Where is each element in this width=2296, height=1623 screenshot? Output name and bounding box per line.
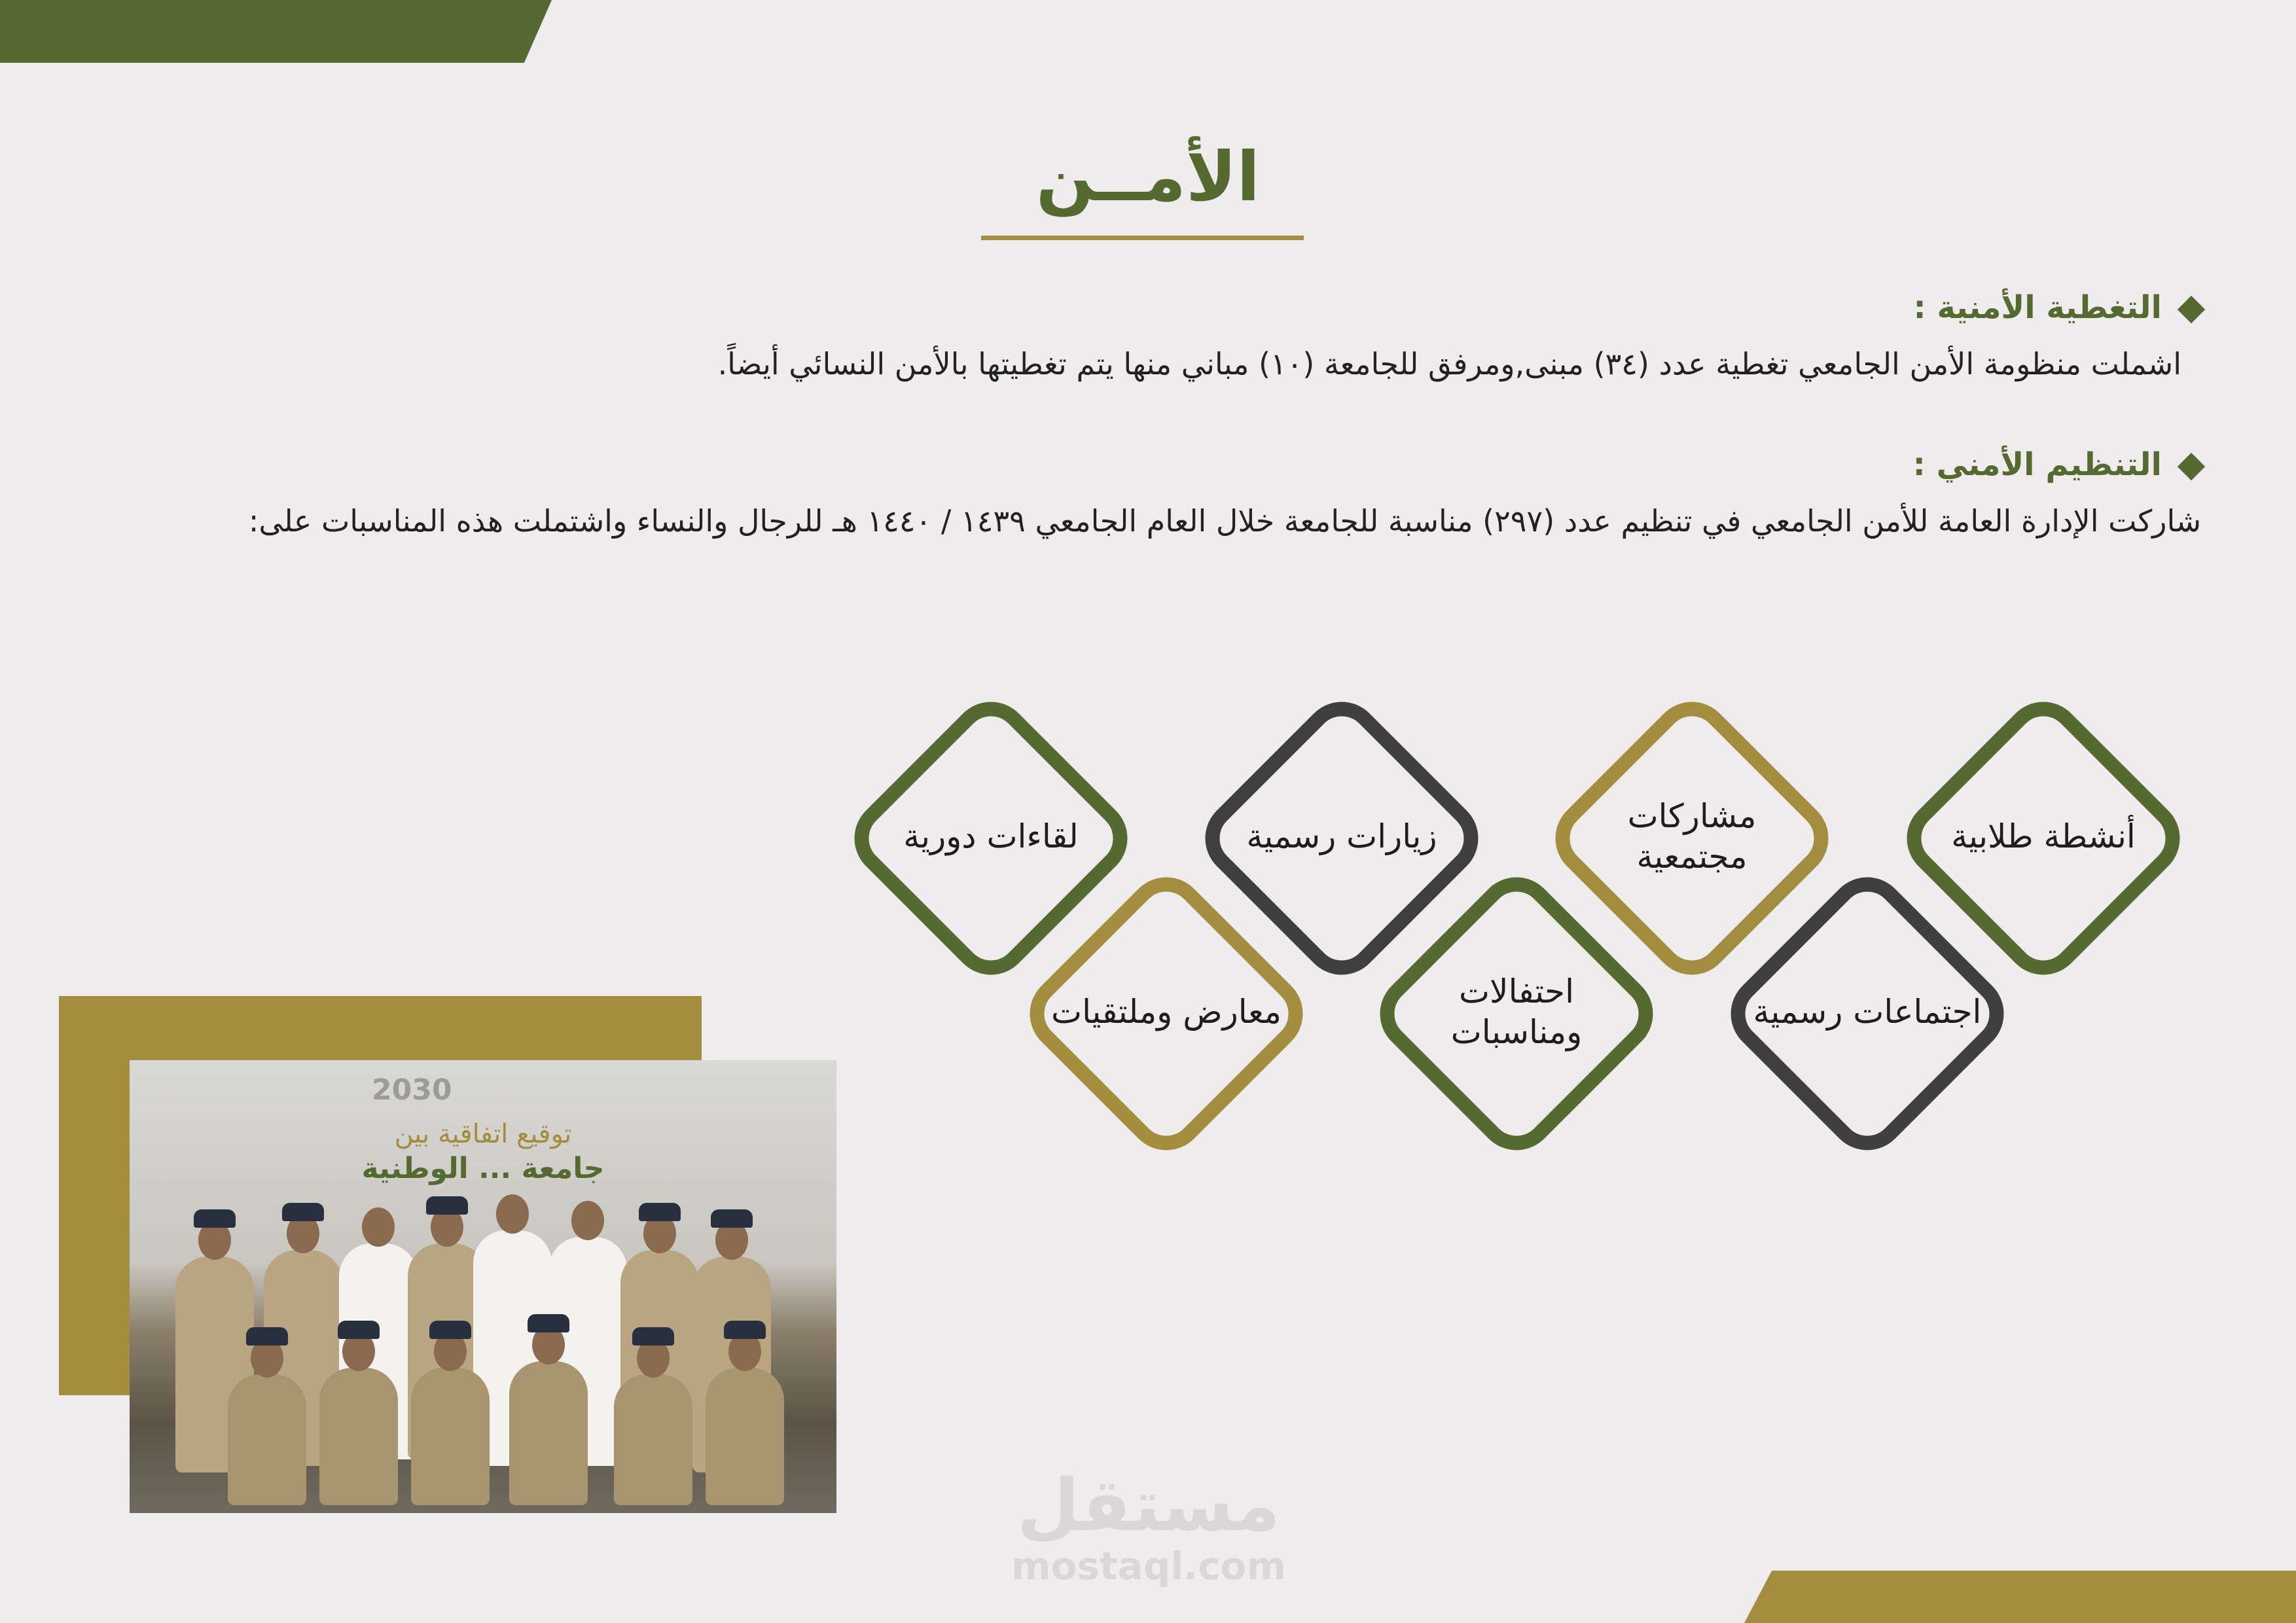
person-figure xyxy=(228,1374,306,1505)
person-figure xyxy=(706,1368,784,1505)
title-underline xyxy=(981,236,1304,240)
watermark xyxy=(1008,1463,1289,1588)
page-title: الأمــن xyxy=(1035,137,1261,217)
corner-decoration-top-left xyxy=(0,0,552,63)
diamond-bullet-icon xyxy=(2178,453,2205,480)
diamond-bullet-icon xyxy=(2178,296,2205,323)
corner-decoration-bottom-right xyxy=(1744,1571,2296,1623)
watermark-arabic: مستقل xyxy=(1016,1463,1281,1547)
coverage-heading xyxy=(1914,288,2201,327)
coverage-heading-text: التغطية الأمنية : xyxy=(1913,289,2162,326)
group-photo xyxy=(130,1060,836,1513)
event-label-official-visits: زيارات رسمية xyxy=(1246,817,1437,855)
person-figure xyxy=(411,1368,490,1505)
person-figure xyxy=(509,1361,588,1505)
event-label-exhibitions: معارض وملتقيات xyxy=(1051,993,1282,1031)
organization-heading-text: التنظيم الأمني : xyxy=(1912,446,2162,483)
event-label-student-activities: أنشطة طلابية xyxy=(1951,817,2136,855)
organization-text: شاركت الإدارة العامة للأمن الجامعي في تنظيم عدد (٢٩٧) مناسبة للجامعة خلال العام الجامعي ١٤٣٩ / ١٤٤٠ هـ للرجال والنساء واشتملت هذه المناسبات على: xyxy=(248,503,2201,539)
photo-banner-line2: جامعة ... الوطنية xyxy=(361,1152,605,1185)
watermark-latin: mostaql.com xyxy=(1011,1544,1286,1588)
organization-heading xyxy=(1913,445,2201,484)
event-label-periodic-meetings: لقاءات دورية xyxy=(903,817,1079,855)
event-label-celebrations: احتفالات ومناسبات xyxy=(1450,972,1583,1051)
photo-banner-line1: توقيع اتفاقية بين xyxy=(394,1119,572,1149)
person-figure xyxy=(319,1368,398,1505)
vision-logo: 2030 xyxy=(372,1073,452,1107)
event-label-official-meetings: اجتماعات رسمية xyxy=(1753,993,1982,1031)
person-figure xyxy=(614,1374,692,1505)
event-label-community: مشاركات مجتمعية xyxy=(1627,797,1757,876)
coverage-text: اشملت منظومة الأمن الجامعي تغطية عدد (٣٤) مبنى,ومرفق للجامعة (١٠) مباني منها يتم تغطيتها بالأمن النسائي أيضاً. xyxy=(717,346,2181,382)
